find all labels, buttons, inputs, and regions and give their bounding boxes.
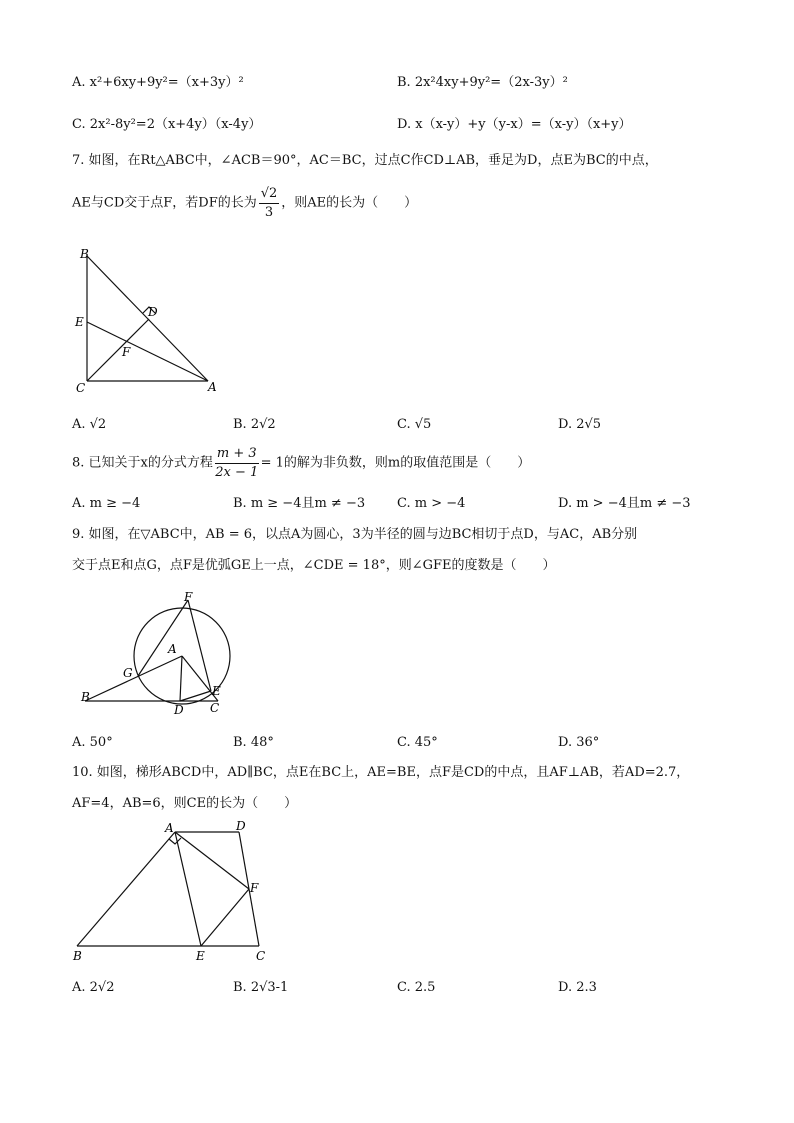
q9-option-a: A. 50° (72, 735, 113, 750)
q10-stem-line1: 10. 如图，梯形ABCD中，AD∥BC，点E在BC上，AE=BE，点F是CD的中点，且AF⊥AB，若AD=2.7， (72, 765, 690, 780)
q6-option-b (397, 76, 568, 89)
q10-stem-line2: AF=4，AB=6，则CE的长为（ ） (72, 796, 298, 811)
q9-label-a: A (168, 642, 177, 656)
q10-label-e: E (196, 949, 205, 963)
q10-seg-ef (201, 889, 249, 946)
q9-figure (70, 585, 250, 720)
q10-label-c: C (256, 949, 266, 963)
q7-label-b: B (80, 247, 89, 261)
q9-label-c: C (210, 701, 220, 715)
q8-fraction (215, 446, 259, 480)
q7-option-c: C. √5 (397, 417, 432, 432)
q9-seg-ad (180, 656, 182, 701)
q10-option-c: C. 2.5 (397, 980, 436, 995)
q9-option-c: C. 45° (397, 735, 438, 750)
q8-option-c: C. m > −4 (397, 496, 466, 511)
q9-label-b: B (81, 690, 90, 704)
q9-stem-line2: 交于点E和点G，点F是优弧GE上一点，∠CDE = 18°，则∠GFE的度数是（ ） (72, 558, 556, 573)
q7-label-a: A (208, 380, 217, 394)
q10-label-b: B (73, 949, 82, 963)
q7-fraction (259, 186, 280, 220)
q9-option-d: D. 36° (558, 735, 600, 750)
q6-option-a-text: x²+6xy+9y²=（x+3y）² (89, 75, 244, 90)
q10-option-d: D. 2.3 (558, 980, 597, 995)
q6-option-c-label: C. (72, 117, 86, 132)
q10-option-a: A. 2√2 (72, 980, 115, 995)
q6-option-d (397, 118, 632, 131)
q9-label-g: G (123, 666, 133, 680)
q9-label-d: D (174, 703, 184, 717)
q8-option-a: A. m ≥ −4 (72, 496, 141, 511)
q10-option-b: B. 2√3-1 (233, 980, 289, 995)
q9-label-f: F (184, 590, 193, 604)
q8-frac-num: m + 3 (215, 446, 259, 464)
q7-seg-ae (87, 322, 208, 381)
q6-option-c-text: 2x²-8y²=2（x+4y）（x-4y） (89, 117, 262, 132)
q6-option-a (72, 76, 244, 89)
q10-label-d: D (236, 819, 246, 833)
q7-label-d: D (148, 305, 158, 319)
q8-stem (72, 446, 530, 480)
q9-option-b: B. 48° (233, 735, 274, 750)
q6-option-a-label: A. (72, 75, 86, 90)
q7-stem-line2 (72, 186, 417, 220)
q9-label-e: E (212, 684, 221, 698)
q8-option-b: B. m ≥ −4且m ≠ −3 (233, 496, 366, 511)
q7-seg-cd (87, 319, 149, 381)
q7-option-d: D. 2√5 (558, 417, 602, 432)
q7-stem-line1: 7. 如图，在Rt△ABC中，∠ACB＝90°，AC＝BC，过点C作CD⊥AB，垂足为D，点E为BC的中点， (72, 153, 658, 168)
q7-label-e: E (75, 315, 84, 329)
q6-option-b-label: B. (397, 75, 411, 90)
q6-option-b-text: 2x²4xy+9y²=（2x-3y）² (414, 75, 568, 90)
q8-stem-post: = 1的解为非负数，则m的取值范围是（ ） (260, 455, 531, 471)
q7-option-a: A. √2 (72, 417, 107, 432)
q10-seg-ab (77, 832, 175, 946)
q10-figure (65, 818, 280, 966)
q7-stem-post: ，则AE的长为（ ） (281, 195, 418, 211)
q6-option-d-text: x（x-y）+y（y-x）=（x-y）（x+y） (415, 117, 632, 132)
q8-frac-den: 2x − 1 (215, 464, 259, 480)
q9-seg-ba (85, 656, 182, 701)
q10-label-f: F (250, 881, 259, 895)
q7-option-b: B. 2√2 (233, 417, 276, 432)
q8-option-d: D. m > −4且m ≠ −3 (558, 496, 691, 511)
q10-right-angle-mark (169, 838, 181, 844)
q7-frac-num: √2 (259, 186, 280, 204)
q7-frac-den: 3 (264, 204, 274, 220)
q9-seg-de (180, 691, 211, 701)
q8-stem-pre: 8. 已知关于x的分式方程 (72, 455, 213, 471)
q6-option-d-label: D. (397, 117, 412, 132)
q7-figure (60, 240, 230, 400)
q7-stem-pre: AE与CD交于点F，若DF的长为 (72, 195, 257, 211)
q6-option-c (72, 118, 261, 131)
q7-label-f: F (122, 345, 131, 359)
q7-label-c: C (76, 381, 86, 395)
q9-stem-line1: 9. 如图，在▽ABC中，AB = 6，以点A为圆心，3为半径的圆与边BC相切于点D，与AC，AB分别 (72, 527, 638, 542)
q10-label-a: A (165, 821, 174, 835)
